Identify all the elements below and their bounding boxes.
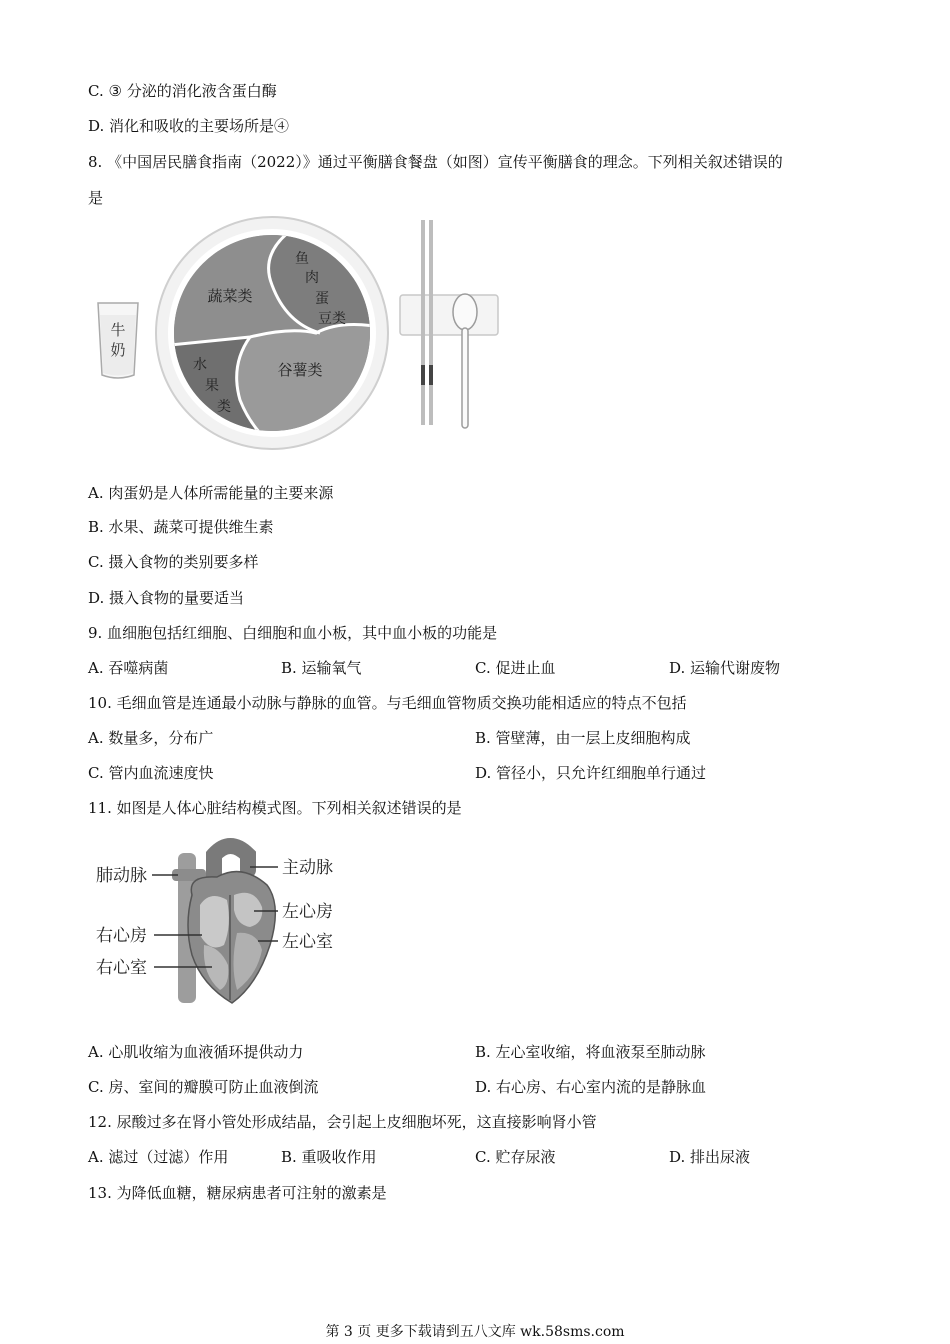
q11-option-d: D. 右心房、右心室内流的是静脉血 xyxy=(475,1078,707,1096)
q8-option-b: B. 水果、蔬菜可提供维生素 xyxy=(88,518,274,536)
milk-label-2: 奶 xyxy=(110,341,126,359)
fruit-label-1: 水 xyxy=(193,357,207,373)
q13-stem: 13. 为降低血糖，糖尿病患者可注射的激素是 xyxy=(88,1184,387,1202)
q8-stem-line2: 是 xyxy=(88,189,104,207)
q12-stem: 12. 尿酸过多在肾小管处形成结晶，会引起上皮细胞坏死，这直接影响肾小管 xyxy=(88,1113,597,1131)
balanced-diet-plate-figure xyxy=(90,215,510,460)
q9-stem: 9. 血细胞包括红细胞、白细胞和血小板，其中血小板的功能是 xyxy=(88,624,498,642)
q12-option-b: B. 重吸收作用 xyxy=(281,1148,377,1166)
diet-plate-svg xyxy=(90,215,510,460)
q8-option-d: D. 摄入食物的量要适当 xyxy=(88,589,245,607)
q12-option-d: D. 排出尿液 xyxy=(669,1148,751,1166)
q11-option-a: A. 心肌收缩为血液循环提供动力 xyxy=(88,1043,304,1061)
q12-option-a: A. 滤过（过滤）作用 xyxy=(88,1148,229,1166)
q9-option-b: B. 运输氧气 xyxy=(281,659,362,677)
q11-option-b: B. 左心室收缩，将血液泵至肺动脉 xyxy=(475,1043,706,1061)
q10-option-b: B. 管壁薄，由一层上皮细胞构成 xyxy=(475,729,691,747)
left-ventricle-label: 左心室 xyxy=(282,932,333,952)
q9-option-d: D. 运输代谢废物 xyxy=(669,659,781,677)
q9-option-a: A. 吞噬病菌 xyxy=(88,659,169,677)
right-ventricle-label: 右心室 xyxy=(96,958,147,978)
page-footer: 第 3 页 更多下载请到五八文库 wk.58sms.com xyxy=(325,1324,625,1340)
q10-option-d: D. 管径小，只允许红细胞单行通过 xyxy=(475,764,707,782)
plate-icon xyxy=(156,217,388,449)
beans-label: 豆类 xyxy=(318,311,346,327)
q8-stem-line1: 8. 《中国居民膳食指南（2022）》通过平衡膳食餐盘（如图）宣传平衡膳食的理念。下列相关叙述错误的 xyxy=(88,153,783,171)
milk-glass-icon xyxy=(98,303,138,378)
q9-option-c: C. 促进止血 xyxy=(475,659,556,677)
q10-option-c: C. 管内血流速度快 xyxy=(88,764,214,782)
chopsticks-spoon-icon xyxy=(400,220,498,428)
q12-option-c: C. 贮存尿液 xyxy=(475,1148,556,1166)
milk-label-1: 牛 xyxy=(110,321,126,339)
pulmonary-artery-label: 肺动脉 xyxy=(96,866,147,886)
q11-stem: 11. 如图是人体心脏结构模式图。下列相关叙述错误的是 xyxy=(88,799,462,817)
q11-option-c: C. 房、室间的瓣膜可防止血液倒流 xyxy=(88,1078,319,1096)
egg-label: 蛋 xyxy=(315,291,329,307)
aorta-label: 主动脉 xyxy=(282,858,333,878)
fruit-label-2: 果 xyxy=(205,378,219,394)
q8-option-c: C. 摄入食物的类别要多样 xyxy=(88,553,259,571)
right-atrium-label: 右心房 xyxy=(96,926,147,946)
meat-label: 肉 xyxy=(305,270,319,286)
grains-label: 谷薯类 xyxy=(277,361,323,379)
q8-option-a: A. 肉蛋奶是人体所需能量的主要来源 xyxy=(88,484,334,502)
heart-svg xyxy=(92,835,352,1010)
fruit-label-3: 类 xyxy=(217,399,231,415)
q7-option-d: D. 消化和吸收的主要场所是④ xyxy=(88,117,290,135)
left-atrium-label: 左心房 xyxy=(282,902,333,922)
heart-structure-figure xyxy=(92,835,352,1010)
q7-option-c: C. ③ 分泌的消化液含蛋白酶 xyxy=(88,82,277,100)
q10-stem: 10. 毛细血管是连通最小动脉与静脉的血管。与毛细血管物质交换功能相适应的特点不包括 xyxy=(88,694,687,712)
vegetables-label: 蔬菜类 xyxy=(207,287,253,305)
fish-label: 鱼 xyxy=(295,251,309,267)
q10-option-a: A. 数量多，分布广 xyxy=(88,729,214,747)
heart-icon xyxy=(172,846,275,1003)
